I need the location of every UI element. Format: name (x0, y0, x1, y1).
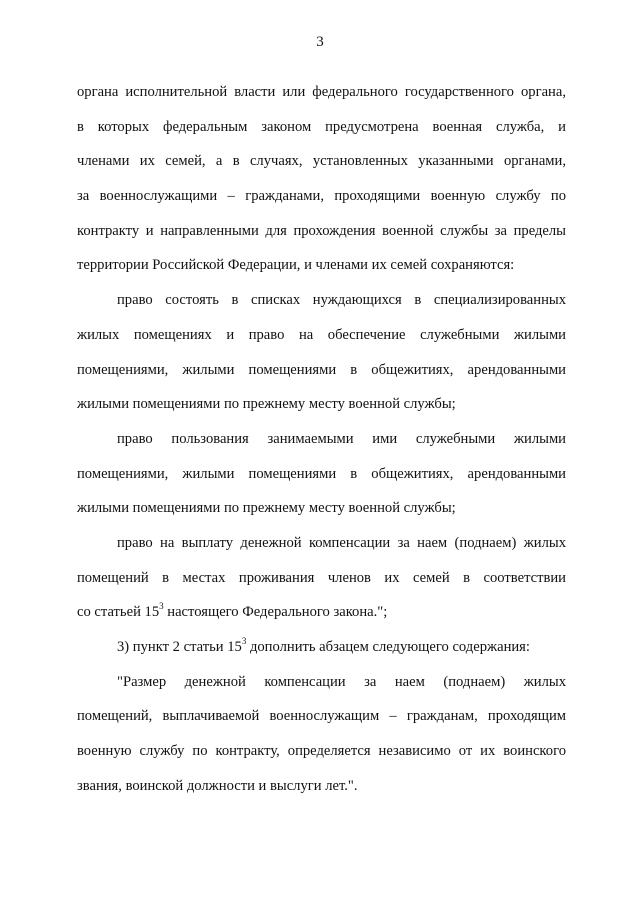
text-line: контракту и направленными для прохождения военной службы за пределы (77, 222, 566, 239)
text-line: право пользования занимаемыми ими служебными жилыми (117, 430, 566, 447)
text-line: жилыми помещениями по прежнему месту военной службы; (77, 396, 456, 413)
superscript: 3 (159, 601, 164, 612)
document-body (77, 75, 566, 803)
text-line: помещениями, жилыми помещениями в общежитиях, арендованными (77, 465, 566, 482)
text-line: за военнослужащими – гражданами, проходящими военную службу по (77, 188, 566, 205)
text-line: военную службу по контракту, определяется независимо от их воинского (77, 743, 566, 760)
text-line: право на выплату денежной компенсации за наем (поднаем) жилых (117, 534, 566, 551)
page-number: 3 (316, 34, 324, 50)
superscript: 3 (241, 636, 247, 647)
text-line: жилых помещениях и право на обеспечение служебными жилыми (77, 326, 566, 343)
text-fragment: дополнить абзацем следующего содержания: (246, 639, 530, 655)
text-line: право состоять в списках нуждающихся в специализированных (117, 292, 566, 309)
text-line (77, 595, 566, 630)
text-line: помещений в местах проживания членов их семей в соответствии (77, 569, 566, 586)
text-fragment: настоящего Федерального закона."; (163, 604, 388, 621)
text-fragment: 3) пункт 2 статьи 15 (117, 639, 242, 655)
text-fragment: со статьей 15 (77, 604, 160, 621)
text-line: помещениями, жилыми помещениями в общежитиях, арендованными (77, 361, 566, 378)
text-line: "Размер денежной компенсации за наем (поднаем) жилых (117, 673, 566, 690)
text-line: помещений, выплачиваемой военнослужащим – гражданам, проходящим (77, 708, 566, 725)
text-line: органа исполнительной власти или федерального государственного органа, (77, 84, 566, 100)
text-line (77, 630, 566, 665)
text-line: территории Российской Федерации, и членами их семей сохраняются: (77, 257, 515, 274)
text-line: звания, воинской должности и выслуги лет.". (77, 777, 358, 794)
text-line: жилыми помещениями по прежнему месту военной службы; (77, 500, 456, 517)
text-line: членами их семей, а в случаях, установленных указанными органами, (77, 153, 566, 170)
text-line: в которых федеральным законом предусмотрена военная служба, и (77, 118, 566, 135)
